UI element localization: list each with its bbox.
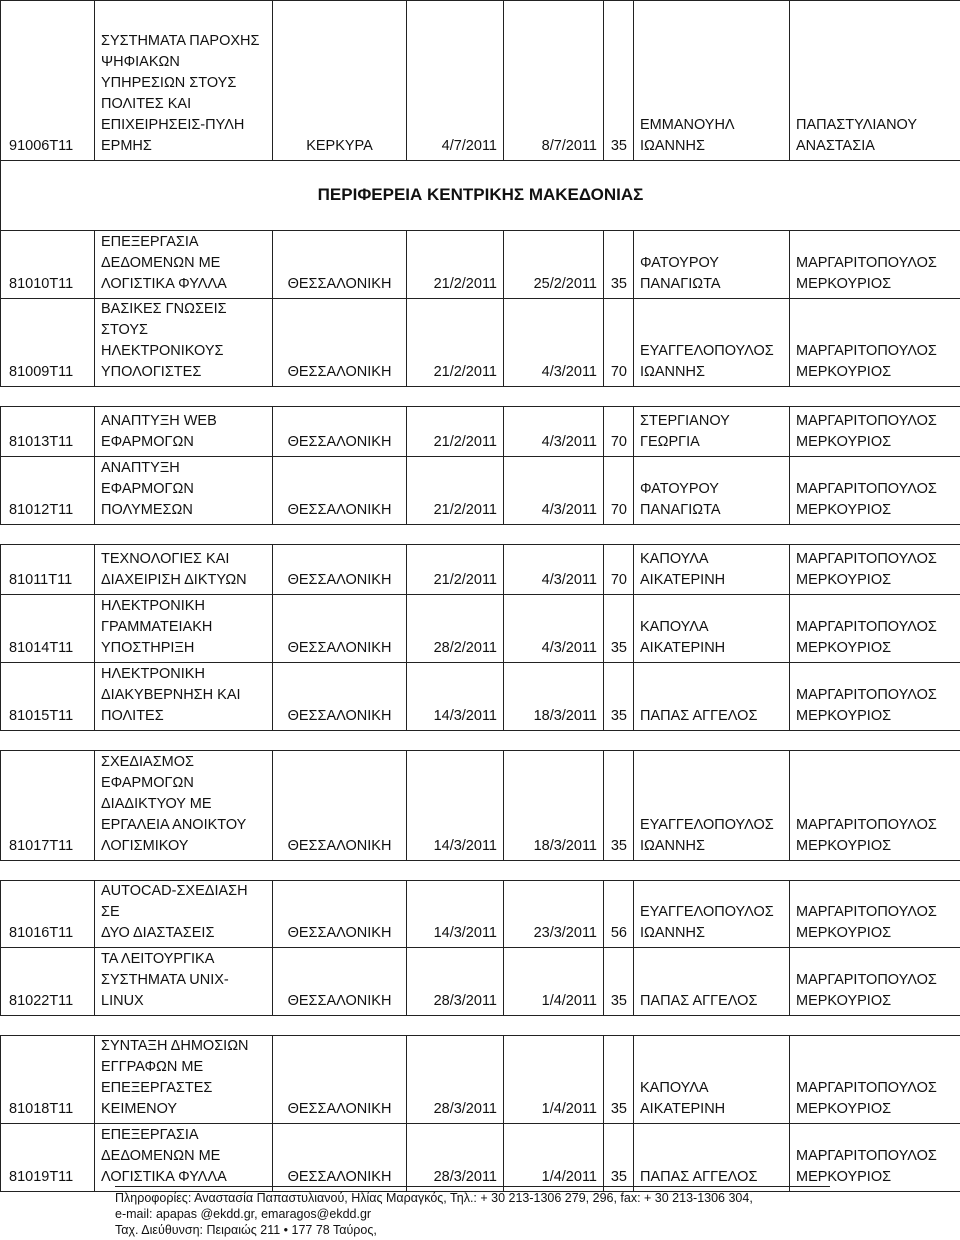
course-coordinator: ΜΑΡΓΑΡΙΤΟΠΟΥΛΟΣ ΜΕΡΚΟΥΡΙΟΣ: [790, 948, 960, 1016]
course-code: 81019Τ11: [1, 1124, 95, 1192]
table-row: [1, 231, 960, 299]
course-code: 81015Τ11: [1, 663, 95, 731]
course-start-date: 21/2/2011: [407, 231, 504, 299]
course-coordinator: ΜΑΡΓΑΡΙΤΟΠΟΥΛΟΣ ΜΕΡΚΟΥΡΙΟΣ: [790, 231, 960, 299]
course-hours: 35: [604, 751, 634, 861]
course-code: 81017Τ11: [1, 751, 95, 861]
course-end-date: 1/4/2011: [504, 948, 604, 1016]
course-hours: 56: [604, 881, 634, 948]
course-start-date: 28/3/2011: [407, 1124, 504, 1192]
footer-address-line: Ταχ. Διεύθυνση: Πειραιώς 211 • 177 78 Ταύρος,: [115, 1223, 377, 1237]
course-city: ΘΕΣΣΑΛΟΝΙΚΗ: [273, 595, 407, 663]
course-hours: 70: [604, 545, 634, 595]
course-city: ΘΕΣΣΑΛΟΝΙΚΗ: [273, 948, 407, 1016]
course-start-date: 21/2/2011: [407, 407, 504, 457]
course-coordinator: ΜΑΡΓΑΡΙΤΟΠΟΥΛΟΣ ΜΕΡΚΟΥΡΙΟΣ: [790, 1036, 960, 1124]
course-city: ΘΕΣΣΑΛΟΝΙΚΗ: [273, 881, 407, 948]
region-title: ΠΕΡΙΦΕΡΕΙΑ ΚΕΝΤΡΙΚΗΣ ΜΑΚΕΔΟΝΙΑΣ: [1, 161, 960, 231]
course-end-date: 4/3/2011: [504, 457, 604, 525]
course-code: 81022Τ11: [1, 948, 95, 1016]
course-start-date: 21/2/2011: [407, 545, 504, 595]
table-row: [1, 1, 960, 161]
course-city: ΘΕΣΣΑΛΟΝΙΚΗ: [273, 663, 407, 731]
spacer: [1, 861, 960, 881]
course-trainer: ΣΤΕΡΓΙΑΝΟΥ ΓΕΩΡΓΙΑ: [634, 407, 790, 457]
course-end-date: 1/4/2011: [504, 1124, 604, 1192]
course-coordinator: ΜΑΡΓΑΡΙΤΟΠΟΥΛΟΣ ΜΕΡΚΟΥΡΙΟΣ: [790, 407, 960, 457]
course-end-date: 8/7/2011: [504, 1, 604, 161]
course-title: ΗΛΕΚΤΡΟΝΙΚΗ ΔΙΑΚΥΒΕΡΝΗΣΗ ΚΑΙ ΠΟΛΙΤΕΣ: [95, 663, 273, 731]
table-row: [1, 457, 960, 525]
course-trainer: ΚΑΠΟΥΛΑ ΑΙΚΑΤΕΡΙΝΗ: [634, 1036, 790, 1124]
table-row: [1, 1036, 960, 1124]
course-coordinator: ΠΑΠΑΣΤΥΛΙΑΝΟΥ ΑΝΑΣΤΑΣΙΑ: [790, 1, 960, 161]
course-trainer: ΚΑΠΟΥΛΑ ΑΙΚΑΤΕΡΙΝΗ: [634, 545, 790, 595]
course-title: ΤΑ ΛΕΙΤΟΥΡΓΙΚΑ ΣΥΣΤΗΜΑΤΑ UNIX- LINUX: [95, 948, 273, 1016]
course-start-date: 4/7/2011: [407, 1, 504, 161]
course-city: ΘΕΣΣΑΛΟΝΙΚΗ: [273, 1124, 407, 1192]
course-code: 81018Τ11: [1, 1036, 95, 1124]
course-start-date: 21/2/2011: [407, 299, 504, 387]
spacer: [1, 387, 960, 407]
spacer-row: [1, 731, 960, 751]
course-city: ΘΕΣΣΑΛΟΝΙΚΗ: [273, 545, 407, 595]
course-hours: 70: [604, 407, 634, 457]
spacer: [1, 525, 960, 545]
course-hours: 35: [604, 1036, 634, 1124]
course-hours: 35: [604, 595, 634, 663]
course-title: ΗΛΕΚΤΡΟΝΙΚΗ ΓΡΑΜΜΑΤΕΙΑΚΗ ΥΠΟΣΤΗΡΙΞΗ: [95, 595, 273, 663]
region-header-row: [1, 161, 960, 231]
course-coordinator: ΜΑΡΓΑΡΙΤΟΠΟΥΛΟΣ ΜΕΡΚΟΥΡΙΟΣ: [790, 457, 960, 525]
course-end-date: 18/3/2011: [504, 663, 604, 731]
course-coordinator: ΜΑΡΓΑΡΙΤΟΠΟΥΛΟΣ ΜΕΡΚΟΥΡΙΟΣ: [790, 595, 960, 663]
course-coordinator: ΜΑΡΓΑΡΙΤΟΠΟΥΛΟΣ ΜΕΡΚΟΥΡΙΟΣ: [790, 545, 960, 595]
table-row: [1, 545, 960, 595]
course-city: ΘΕΣΣΑΛΟΝΙΚΗ: [273, 407, 407, 457]
course-hours: 35: [604, 1124, 634, 1192]
course-trainer: ΕΥΑΓΓΕΛΟΠΟΥΛΟΣ ΙΩΑΝΝΗΣ: [634, 751, 790, 861]
course-end-date: 25/2/2011: [504, 231, 604, 299]
course-code: 81009Τ11: [1, 299, 95, 387]
table-row: [1, 663, 960, 731]
course-end-date: 4/3/2011: [504, 299, 604, 387]
course-start-date: 28/3/2011: [407, 1036, 504, 1124]
footer-email-line: e-mail: apapas @ekdd.gr, emaragos@ekdd.gr: [115, 1207, 372, 1221]
course-start-date: 14/3/2011: [407, 881, 504, 948]
course-title: ΑΝΑΠΤΥΞΗ ΕΦΑΡΜΟΓΩΝ ΠΟΛΥΜΕΣΩΝ: [95, 457, 273, 525]
spacer: [1, 1016, 960, 1036]
course-title: ΣΥΣΤΗΜΑΤΑ ΠΑΡΟΧΗΣ ΨΗΦΙΑΚΩΝ ΥΠΗΡΕΣΙΩΝ ΣΤΟΥΣ ΠΟΛΙΤΕΣ ΚΑΙ ΕΠΙΧΕΙΡΗΣΕΙΣ-ΠΥΛΗ ΕΡΜΗΣ: [95, 1, 273, 161]
course-coordinator: ΜΑΡΓΑΡΙΤΟΠΟΥΛΟΣ ΜΕΡΚΟΥΡΙΟΣ: [790, 881, 960, 948]
course-trainer: ΦΑΤΟΥΡΟΥ ΠΑΝΑΓΙΩΤΑ: [634, 231, 790, 299]
course-hours: 35: [604, 1, 634, 161]
course-end-date: 4/3/2011: [504, 545, 604, 595]
course-hours: 70: [604, 299, 634, 387]
course-trainer: ΠΑΠΑΣ ΑΓΓΕΛΟΣ: [634, 663, 790, 731]
course-trainer: ΠΑΠΑΣ ΑΓΓΕΛΟΣ: [634, 948, 790, 1016]
table-row: [1, 595, 960, 663]
course-title: ΕΠΕΞΕΡΓΑΣΙΑ ΔΕΔΟΜΕΝΩΝ ΜΕ ΛΟΓΙΣΤΙΚΑ ΦΥΛΛΑ: [95, 1124, 273, 1192]
course-city: ΘΕΣΣΑΛΟΝΙΚΗ: [273, 751, 407, 861]
course-code: 91006Τ11: [1, 1, 95, 161]
table-row: [1, 948, 960, 1016]
course-coordinator: ΜΑΡΓΑΡΙΤΟΠΟΥΛΟΣ ΜΕΡΚΟΥΡΙΟΣ: [790, 751, 960, 861]
course-end-date: 4/3/2011: [504, 595, 604, 663]
course-city: ΘΕΣΣΑΛΟΝΙΚΗ: [273, 1036, 407, 1124]
course-code: 81011Τ11: [1, 545, 95, 595]
course-title: ΤΕΧΝΟΛΟΓΙΕΣ ΚΑΙ ΔΙΑΧΕΙΡΙΣΗ ΔΙΚΤΥΩΝ: [95, 545, 273, 595]
course-hours: 35: [604, 948, 634, 1016]
footer-rule: [115, 1186, 830, 1187]
course-coordinator: ΜΑΡΓΑΡΙΤΟΠΟΥΛΟΣ ΜΕΡΚΟΥΡΙΟΣ: [790, 299, 960, 387]
course-end-date: 18/3/2011: [504, 751, 604, 861]
course-end-date: 4/3/2011: [504, 407, 604, 457]
course-hours: 35: [604, 231, 634, 299]
course-start-date: 14/3/2011: [407, 751, 504, 861]
course-trainer: ΕΥΑΓΓΕΛΟΠΟΥΛΟΣ ΙΩΑΝΝΗΣ: [634, 881, 790, 948]
course-start-date: 28/3/2011: [407, 948, 504, 1016]
course-trainer: ΠΑΠΑΣ ΑΓΓΕΛΟΣ: [634, 1124, 790, 1192]
spacer-row: [1, 1016, 960, 1036]
spacer: [1, 731, 960, 751]
course-code: 81016Τ11: [1, 881, 95, 948]
course-title: ΑΝΑΠΤΥΞΗ WEB ΕΦΑΡΜΟΓΩΝ: [95, 407, 273, 457]
course-code: 81012Τ11: [1, 457, 95, 525]
table-row: [1, 751, 960, 861]
table-row: [1, 1124, 960, 1192]
course-city: ΘΕΣΣΑΛΟΝΙΚΗ: [273, 457, 407, 525]
course-coordinator: ΜΑΡΓΑΡΙΤΟΠΟΥΛΟΣ ΜΕΡΚΟΥΡΙΟΣ: [790, 1124, 960, 1192]
course-start-date: 14/3/2011: [407, 663, 504, 731]
footer-info-line: Πληροφορίες: Αναστασία Παπαστυλιανού, Ηλίας Μαραγκός, Τηλ.: + 30 213-1306 279, 296, fax: + 30 213-1306 304,: [115, 1191, 753, 1205]
course-coordinator: ΜΑΡΓΑΡΙΤΟΠΟΥΛΟΣ ΜΕΡΚΟΥΡΙΟΣ: [790, 663, 960, 731]
table-row: [1, 299, 960, 387]
course-city: ΘΕΣΣΑΛΟΝΙΚΗ: [273, 299, 407, 387]
course-title: AUTOCAD-ΣΧΕΔΙΑΣΗ ΣΕ ΔΥΟ ΔΙΑΣΤΑΣΕΙΣ: [95, 881, 273, 948]
course-title: ΕΠΕΞΕΡΓΑΣΙΑ ΔΕΔΟΜΕΝΩΝ ΜΕ ΛΟΓΙΣΤΙΚΑ ΦΥΛΛΑ: [95, 231, 273, 299]
course-city: ΚΕΡΚΥΡΑ: [273, 1, 407, 161]
table-row: [1, 881, 960, 948]
table-row: [1, 407, 960, 457]
course-trainer: ΚΑΠΟΥΛΑ ΑΙΚΑΤΕΡΙΝΗ: [634, 595, 790, 663]
course-code: 81013Τ11: [1, 407, 95, 457]
course-code: 81014Τ11: [1, 595, 95, 663]
course-start-date: 28/2/2011: [407, 595, 504, 663]
course-title: ΣΥΝΤΑΞΗ ΔΗΜΟΣΙΩΝ ΕΓΓΡΑΦΩΝ ΜΕ ΕΠΕΞΕΡΓΑΣΤΕΣ ΚΕΙΜΕΝΟΥ: [95, 1036, 273, 1124]
spacer-row: [1, 387, 960, 407]
course-end-date: 23/3/2011: [504, 881, 604, 948]
course-hours: 70: [604, 457, 634, 525]
course-hours: 35: [604, 663, 634, 731]
course-trainer: ΕΜΜΑΝΟΥΗΛ ΙΩΑΝΝΗΣ: [634, 1, 790, 161]
course-code: 81010Τ11: [1, 231, 95, 299]
course-city: ΘΕΣΣΑΛΟΝΙΚΗ: [273, 231, 407, 299]
course-title: ΣΧΕΔΙΑΣΜΟΣ ΕΦΑΡΜΟΓΩΝ ΔΙΑΔΙΚΤΥΟΥ ΜΕ ΕΡΓΑΛΕΙΑ ΑΝΟΙΚΤΟΥ ΛΟΓΙΣΜΙΚΟΥ: [95, 751, 273, 861]
course-title: ΒΑΣΙΚΕΣ ΓΝΩΣΕΙΣ ΣΤΟΥΣ ΗΛΕΚΤΡΟΝΙΚΟΥΣ ΥΠΟΛΟΓΙΣΤΕΣ: [95, 299, 273, 387]
footer-contact: [115, 1186, 830, 1238]
course-trainer: ΕΥΑΓΓΕΛΟΠΟΥΛΟΣ ΙΩΑΝΝΗΣ: [634, 299, 790, 387]
course-trainer: ΦΑΤΟΥΡΟΥ ΠΑΝΑΓΙΩΤΑ: [634, 457, 790, 525]
course-start-date: 21/2/2011: [407, 457, 504, 525]
spacer-row: [1, 861, 960, 881]
spacer-row: [1, 525, 960, 545]
course-end-date: 1/4/2011: [504, 1036, 604, 1124]
